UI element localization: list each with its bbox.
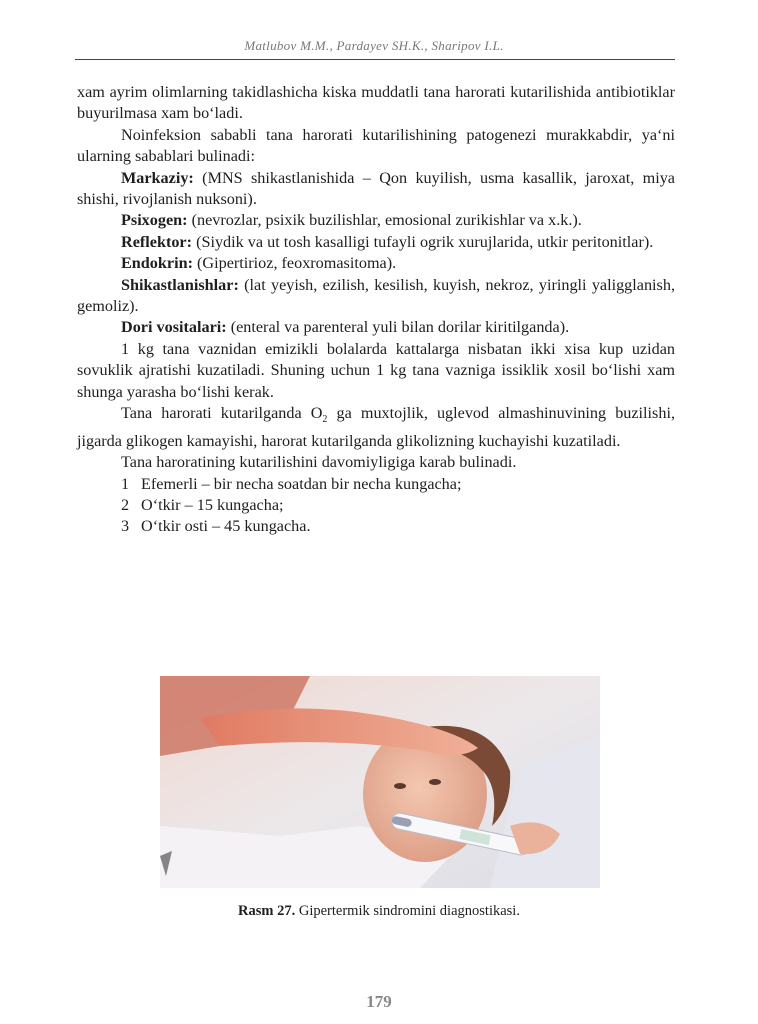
list-item-number: 2 — [121, 495, 130, 514]
list-item — [77, 495, 675, 516]
main-text — [77, 82, 675, 538]
figure-caption — [75, 903, 683, 920]
running-head: Matlubov M.M., Pardayev SH.K., Sharipov I.L. — [244, 38, 504, 53]
cause-description: (MNS shikastlanishida – Qon kuyilish, usma kasallik, jaroxat, miya shishi, rivojlanish nuksoni). — [77, 168, 675, 209]
child-eye — [429, 779, 441, 785]
oxygen-symbol: O — [310, 404, 323, 423]
list-item — [77, 516, 675, 537]
cause-description: (enteral va parenteral yuli bilan dorilar kiritilganda). — [226, 318, 570, 337]
cause-reflex — [77, 232, 675, 253]
oxygen-subscript: 2 — [322, 414, 328, 426]
figure-sick-child-photo — [160, 676, 600, 888]
cause-description: (Gipertirioz, feoxromasitoma). — [192, 254, 397, 273]
cause-term: Markaziy: — [121, 168, 194, 187]
cause-endocrine — [77, 253, 675, 274]
list-item — [77, 474, 675, 495]
cause-description: (Siydik va ut tosh kasalligi tufayli ogrik xurujlarida, utkir peritonitlar). — [192, 232, 654, 251]
list-item-text: O‘tkir osti – 45 kungacha. — [141, 517, 311, 536]
paragraph-noninfectious: Noinfeksion sababli tana harorati kutarilishining patogenezi murakkabdir, ya‘ni ularning sabablari bulinadi: — [77, 125, 675, 166]
cause-injuries — [77, 275, 675, 318]
cause-term: Shikastlanishlar: — [121, 275, 239, 294]
paragraph-duration: Tana haroratining kutarilishini davomiyligiga karab bulinadi. — [121, 453, 517, 472]
oxygen-text-before: Tana harorati kutarilganda — [121, 404, 311, 423]
paragraph-oxygen — [77, 403, 675, 452]
cause-psychogenic — [77, 210, 675, 231]
cause-description: (lat yeyish, ezilish, kesilish, kuyish, nekroz, yiringli yaligglanish, gemoliz). — [77, 275, 675, 316]
list-item-text: O‘tkir – 15 kungacha; — [141, 495, 284, 514]
cause-central — [77, 168, 675, 211]
paragraph-infants: 1 kg tana vaznidan emizikli bolalarda kattalarga nisbatan ikki xisa kup uzidan sovuklik ajratishi kuzatiladi. Shuning uchun 1 kg tana vazniga issiklik xosil bo‘lishi xam shunga yarasha bo‘lishi kerak. — [77, 339, 675, 401]
caption-label: Rasm 27. — [238, 903, 296, 919]
header-divider — [75, 59, 675, 60]
list-item-number: 3 — [121, 517, 130, 536]
cause-term: Dori vositalari: — [121, 318, 227, 337]
page-number: 179 — [366, 992, 392, 1011]
child-thermometer-illustration — [160, 676, 600, 888]
oxygen-text-after: ga muxtojlik, uglevod almashinuvining buzilishi, jigarda glikogen kamayishi, harorat kutarilganda glikolizning kuchayishi kuzatiladi. — [77, 404, 675, 450]
duration-list — [77, 474, 675, 538]
cause-term: Endokrin: — [121, 254, 193, 273]
paragraph-antibiotics: xam ayrim olimlarning takidlashicha kiska muddatli tana harorati kutarilishida antibiotiklar buyurilmasa xam bo‘ladi. — [77, 83, 675, 123]
cause-description: (nevrozlar, psixik buzilishlar, emosional zurikishlar va x.k.). — [187, 211, 582, 230]
cause-term: Psixogen: — [121, 211, 188, 230]
list-item-number: 1 — [121, 474, 130, 493]
caption-text: Gipertermik sindromini diagnostikasi. — [295, 903, 520, 919]
child-eye — [394, 783, 406, 789]
list-item-text: Efemerli – bir necha soatdan bir necha kungacha; — [141, 474, 462, 493]
cause-drugs — [77, 317, 675, 338]
cause-term: Reflektor: — [121, 232, 193, 251]
